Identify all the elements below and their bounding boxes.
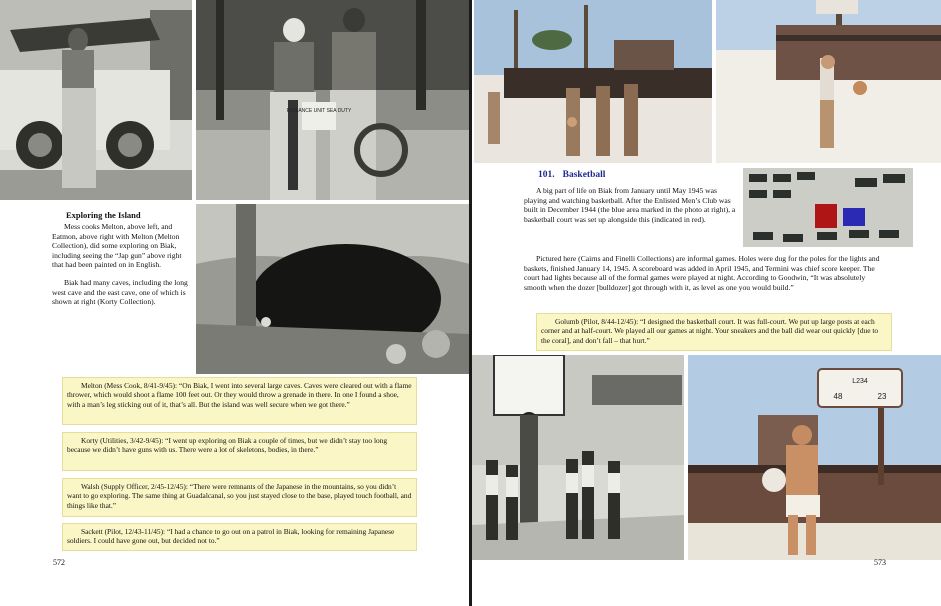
section-title-text: Basketball (562, 170, 606, 180)
scoreboard-left: 48 (833, 392, 843, 401)
quote-korty: Korty (Utilities, 3/42-9/45): “I went up exploring on Biak a couple of times, but we didn’t stay too long because we didn’t have guns with us. There were a lot of skeletons, bodies, in there.” (62, 432, 417, 471)
right-paragraph-2: Pictured here (Cairns and Finelli Collections) are informal games. Holes were dug for the poles for the lights and baskets, finished January 14, 1945. A scoreboard was added in April 1945, and Termini was chief score keeper. The court had lights because all of the formal games were played at night. According to Goodwin, “It was absolutely smooth when the dozer [bulldozer] got through with it, as level as one you would build.” (524, 254, 880, 292)
quote-sackett: Sackett (Pilot, 12/43-11/45): “I had a chance to go out on a patrol in Biak, looking for remaining Japanese soldiers. I could have gone out, but decided not to.” (62, 523, 417, 551)
quote-golumb: Golumb (Pilot, 8/44-12/45): “I designed the basketball court. It was full-court. We put up large posts at each corner and at half-court. We played all our games at night. Your sneakers and the ball did wear out quickly [due to the coral], and don’t fall – that hurt.” (536, 313, 892, 351)
photo-player-ball (716, 0, 941, 163)
right-body-text-2 (524, 254, 884, 300)
right-paragraph-1: A big part of life on Biak from January until May 1945 was playing and watching basketball. After the Enlisted Men’s Club was built in December 1944 (the blue area marked in the photo at right), a basketball court was set up alongside this (indicated in red). (524, 186, 736, 224)
left-page (0, 0, 470, 606)
photo-melton-jeep (0, 0, 192, 200)
section-title-basketball (538, 170, 605, 180)
page-number-left: 572 (53, 558, 65, 567)
page-number-right: 573 (874, 558, 886, 567)
quote-melton: Melton (Mess Cook, 8/41-9/45): “On Biak, I went into several large caves. Caves were cleared out with a flame thrower, which would shoot a flame 100 feet out. Or they would throw a grenade in there. In one I found a shoe, with a man’s leg sticking out of it, that’s all. But the island was well secure when we got there.” (62, 377, 417, 425)
left-paragraph-2: Biak had many caves, including the long west cave and the east cave, one of which is shown at right (Korty Collection). (52, 277, 188, 307)
section-heading-exploring: Exploring the Island (66, 210, 141, 220)
left-paragraph-1: Mess cooks Melton, above left, and Eatmon, above right with Melton (Melton Collection), did some exploring on Biak, including seeing the “Jap gun” above right that had been painted on in English. (52, 222, 182, 270)
photo-aerial-court (743, 168, 913, 247)
section-number: 101. (538, 170, 555, 180)
left-body-text (52, 222, 188, 315)
photo-informal-game (474, 0, 712, 163)
scoreboard-top: L234 (852, 378, 868, 385)
scoreboard-right: 23 (877, 392, 887, 401)
court-marker-red (815, 204, 837, 228)
right-page (472, 0, 941, 606)
quote-walsh: Walsh (Supply Officer, 2/45-12/45): “There were remnants of the Japanese in the mountains, so you didn’t want to go exploring. The same thing at Guadalcanal, so you just stayed close to the base, played touch football, and things like that.” (62, 478, 417, 517)
club-marker-blue (843, 208, 865, 226)
photo-team-hoop (472, 355, 684, 560)
gun-sign-text: ROMANCE UNIT SEA DUTY (286, 108, 352, 114)
photo-scoreboard-player (688, 355, 941, 560)
photo-eatmon-melton-gun (196, 0, 470, 200)
photo-cave (196, 204, 470, 374)
right-body-text-1 (524, 186, 736, 232)
